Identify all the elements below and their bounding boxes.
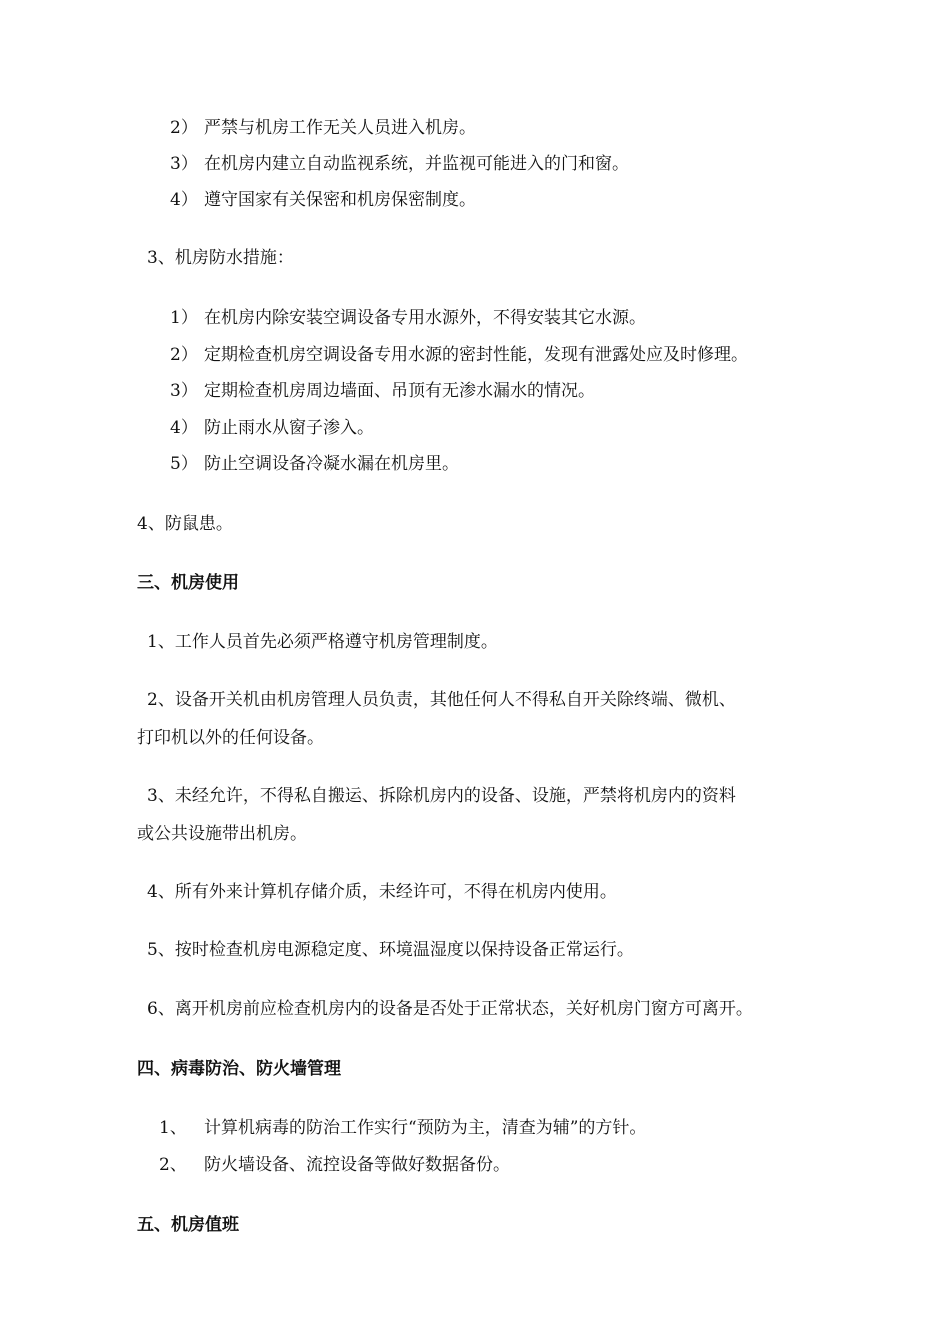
list-item-text: 在机房内除安装空调设备专用水源外，不得安装其它水源。 [204, 308, 646, 328]
section-heading-duty: 五、机房值班 [137, 1215, 239, 1235]
paragraph: 6、离开机房前应检查机房内的设备是否处于正常状态，关好机房门窗方可离开。 [147, 999, 753, 1019]
paragraph-continuation: 或公共设施带出机房。 [137, 824, 307, 844]
list-item-number: 1） [170, 308, 198, 328]
paragraph: 5、按时检查机房电源稳定度、环境温湿度以保持设备正常运行。 [147, 940, 634, 960]
paragraph: 1、工作人员首先必须严格遵守机房管理制度。 [147, 632, 498, 652]
paragraph: 2、设备开关机由机房管理人员负责，其他任何人不得私自开关除终端、微机、 [147, 690, 736, 710]
section-heading-virus-firewall: 四、病毒防治、防火墙管理 [137, 1059, 341, 1079]
list-item-text: 防火墙设备、流控设备等做好数据备份。 [204, 1155, 510, 1175]
list-item-text: 定期检查机房周边墙面、吊顶有无渗水漏水的情况。 [204, 381, 595, 401]
paragraph: 4、所有外来计算机存储介质，未经许可，不得在机房内使用。 [147, 882, 617, 902]
list-item-number: 2） [170, 345, 198, 365]
subsection-title-rodent: 4、防鼠患。 [137, 514, 233, 534]
list-item-number: 1、 [159, 1118, 187, 1138]
list-item-number: 4） [170, 190, 198, 210]
list-item-number: 5） [170, 454, 198, 474]
paragraph: 3、未经允许，不得私自搬运、拆除机房内的设备、设施，严禁将机房内的资料 [147, 786, 736, 806]
list-item-text: 严禁与机房工作无关人员进入机房。 [204, 118, 476, 138]
list-item-number: 3） [170, 381, 198, 401]
list-item-text: 遵守国家有关保密和机房保密制度。 [204, 190, 476, 210]
list-item-number: 4） [170, 418, 198, 438]
list-item-text: 在机房内建立自动监视系统，并监视可能进入的门和窗。 [204, 154, 629, 174]
subsection-title-waterproof: 3、机房防水措施： [147, 248, 294, 268]
paragraph-continuation: 打印机以外的任何设备。 [137, 728, 324, 748]
list-item-number: 3） [170, 154, 198, 174]
section-heading-room-usage: 三、机房使用 [137, 573, 239, 593]
list-item-text: 定期检查机房空调设备专用水源的密封性能，发现有泄露处应及时修理。 [204, 345, 748, 365]
list-item-number: 2） [170, 118, 198, 138]
list-item-text: 防止雨水从窗子渗入。 [204, 418, 374, 438]
list-item-text: 防止空调设备冷凝水漏在机房里。 [204, 454, 459, 474]
list-item-text: 计算机病毒的防治工作实行“预防为主，清查为辅”的方针。 [204, 1118, 647, 1138]
list-item-number: 2、 [159, 1155, 187, 1175]
